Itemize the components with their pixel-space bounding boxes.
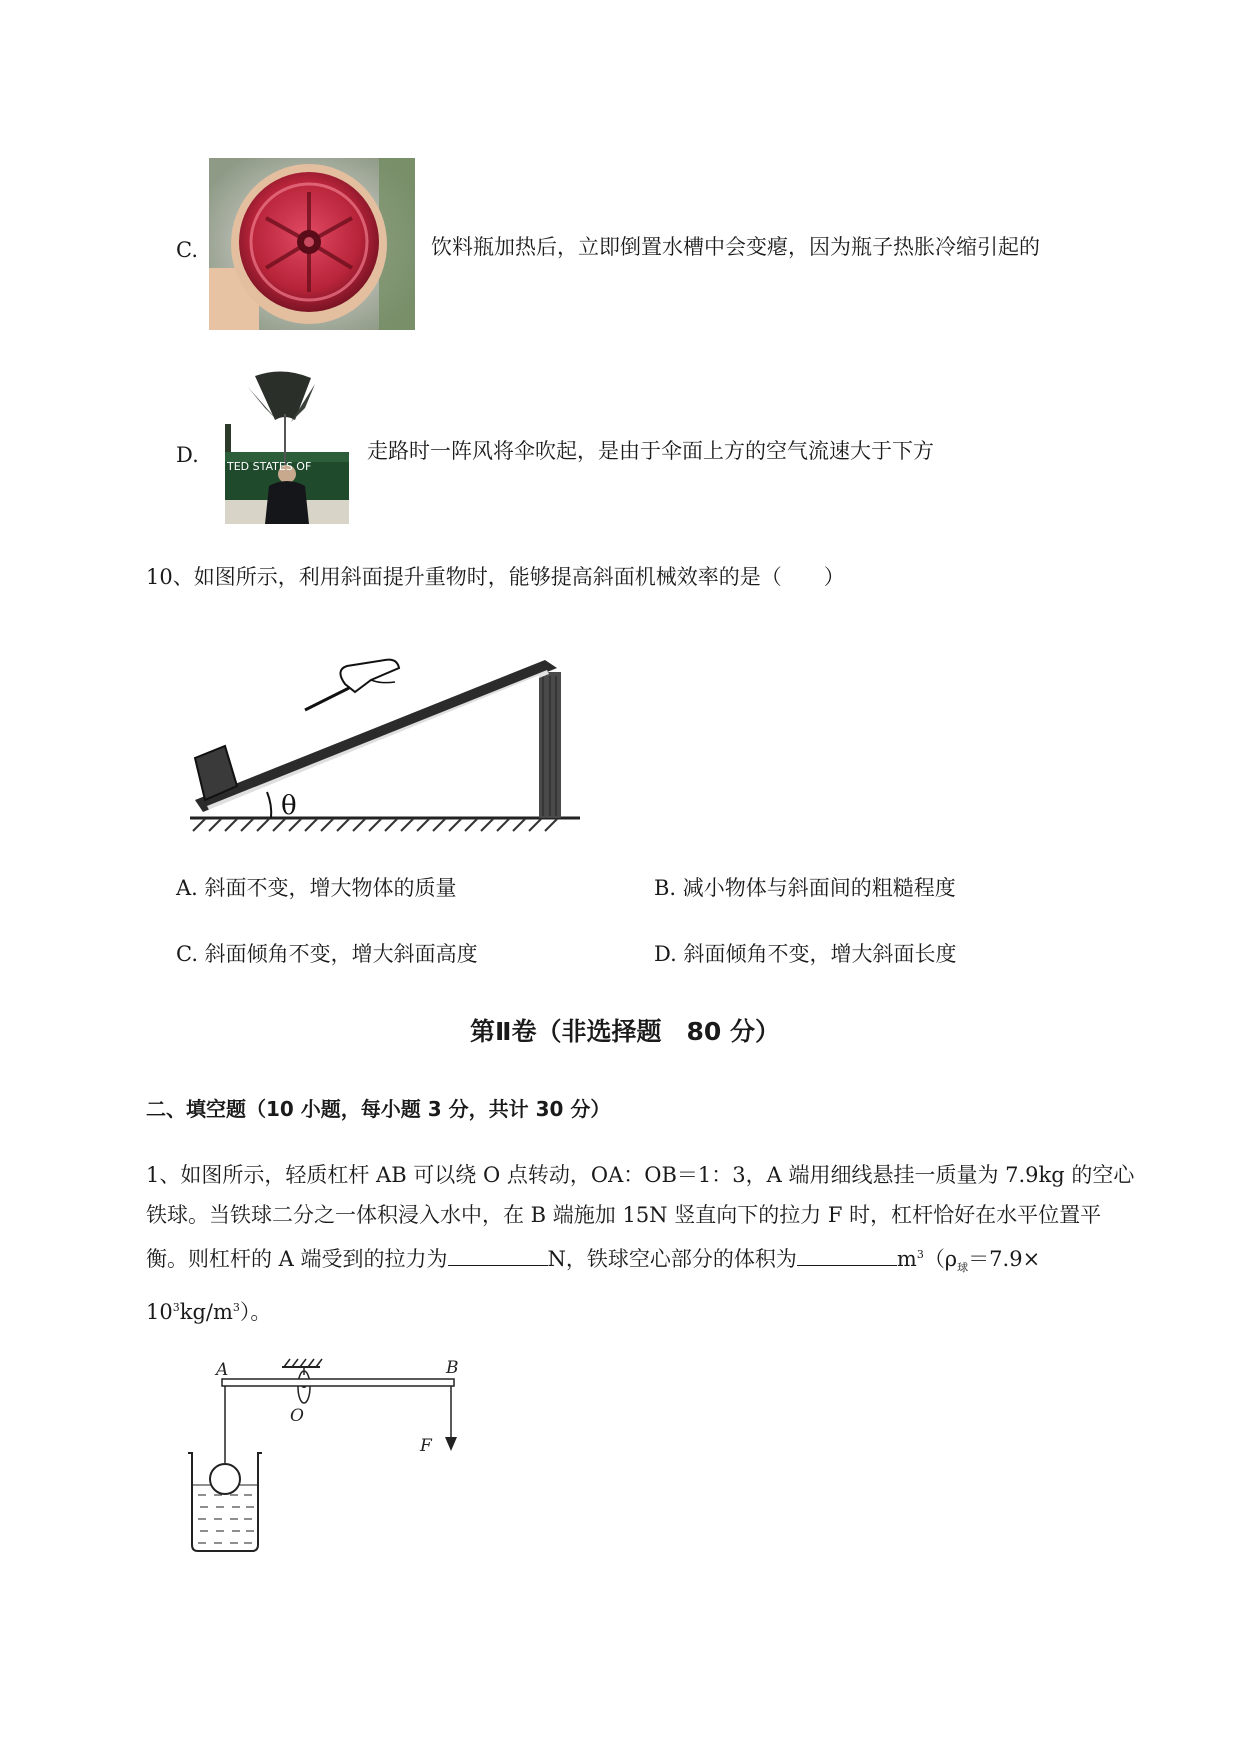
bottle-photo-art	[209, 158, 415, 330]
fill1-line3-a: 衡。则杠杆的 A 端受到的拉力为	[146, 1247, 448, 1271]
hand	[340, 660, 399, 692]
fill1-line3-e: ＝7.9×	[968, 1247, 1041, 1271]
water-lines	[198, 1495, 254, 1543]
fill1-line3	[146, 1235, 1146, 1288]
fill1-line4-b: kg/m	[179, 1300, 233, 1325]
section-title: 第Ⅱ卷（非选择题 80 分）	[470, 1017, 780, 1046]
answer-blank-1[interactable]	[448, 1243, 548, 1266]
angle-arc	[267, 792, 271, 818]
incline-diagram-art	[185, 640, 585, 840]
q10-option-b: B. 减小物体与斜面间的粗糙程度	[654, 876, 956, 900]
fill1-line3-d: （ρ	[923, 1247, 958, 1271]
label-o: O	[290, 1406, 304, 1426]
fill1-line1: 1、如图所示，轻质杠杆 AB 可以绕 O 点转动，OA：OB＝1：3，A 端用细线悬挂一质量为 7.9kg 的空心	[146, 1163, 1135, 1187]
section-heading: 二、填空题（10 小题，每小题 3 分，共计 30 分）	[146, 1097, 611, 1121]
q10-option-c: C. 斜面倾角不变，增大斜面高度	[176, 942, 478, 966]
fill1-line4-sup2: 3	[232, 1301, 240, 1315]
umbrella-photo-art	[225, 368, 349, 524]
fill1-line3-b: N，铁球空心部分的体积为	[547, 1247, 797, 1271]
label-b: B	[446, 1358, 459, 1378]
fill1-line3-d-sub: 球	[957, 1261, 969, 1275]
q10-option-d: D. 斜面倾角不变，增大斜面长度	[654, 942, 957, 966]
fill1-line2: 铁球。当铁球二分之一体积浸入水中，在 B 端施加 15N 竖直向下的拉力 F 时，杠杆恰好在水平位置平	[146, 1203, 1102, 1227]
fill1-line4-sup1: 3	[172, 1301, 180, 1315]
bottle-photo	[209, 158, 415, 330]
fill1-line4	[146, 1288, 1146, 1332]
option-d-text: 走路时一阵风将伞吹起，是由于伞面上方的空气流速大于下方	[367, 439, 934, 463]
q10-option-a: A. 斜面不变，增大物体的质量	[176, 876, 457, 900]
fill1-paragraph	[146, 1155, 1146, 1332]
fill1-line3-c-sup: 3	[916, 1248, 924, 1261]
label-a: A	[216, 1360, 229, 1380]
lever-bar	[222, 1379, 454, 1386]
answer-blank-2[interactable]	[797, 1243, 897, 1266]
option-d-letter: D.	[176, 443, 199, 467]
lever-diagram	[170, 1355, 470, 1555]
ground-hatching	[193, 819, 557, 831]
fill1-line4-a: 10	[146, 1300, 173, 1325]
incline-diagram	[185, 640, 585, 840]
option-c-letter: C.	[176, 238, 198, 262]
angle-label: θ	[281, 791, 297, 821]
iron-ball	[210, 1464, 240, 1494]
lever-diagram-art	[170, 1355, 470, 1555]
option-c-text: 饮料瓶加热后，立即倒置水槽中会变瘪，因为瓶子热胀冷缩引起的	[431, 235, 1040, 259]
label-f: F	[420, 1436, 432, 1456]
umbrella-photo	[225, 368, 349, 524]
q10-stem: 10、如图所示，利用斜面提升重物时，能够提高斜面机械效率的是（ ）	[146, 565, 845, 589]
fill1-line3-c: m	[896, 1247, 917, 1271]
banner-text: TED STATES OF	[227, 460, 312, 473]
fill1-line4-c: ）。	[239, 1300, 272, 1325]
